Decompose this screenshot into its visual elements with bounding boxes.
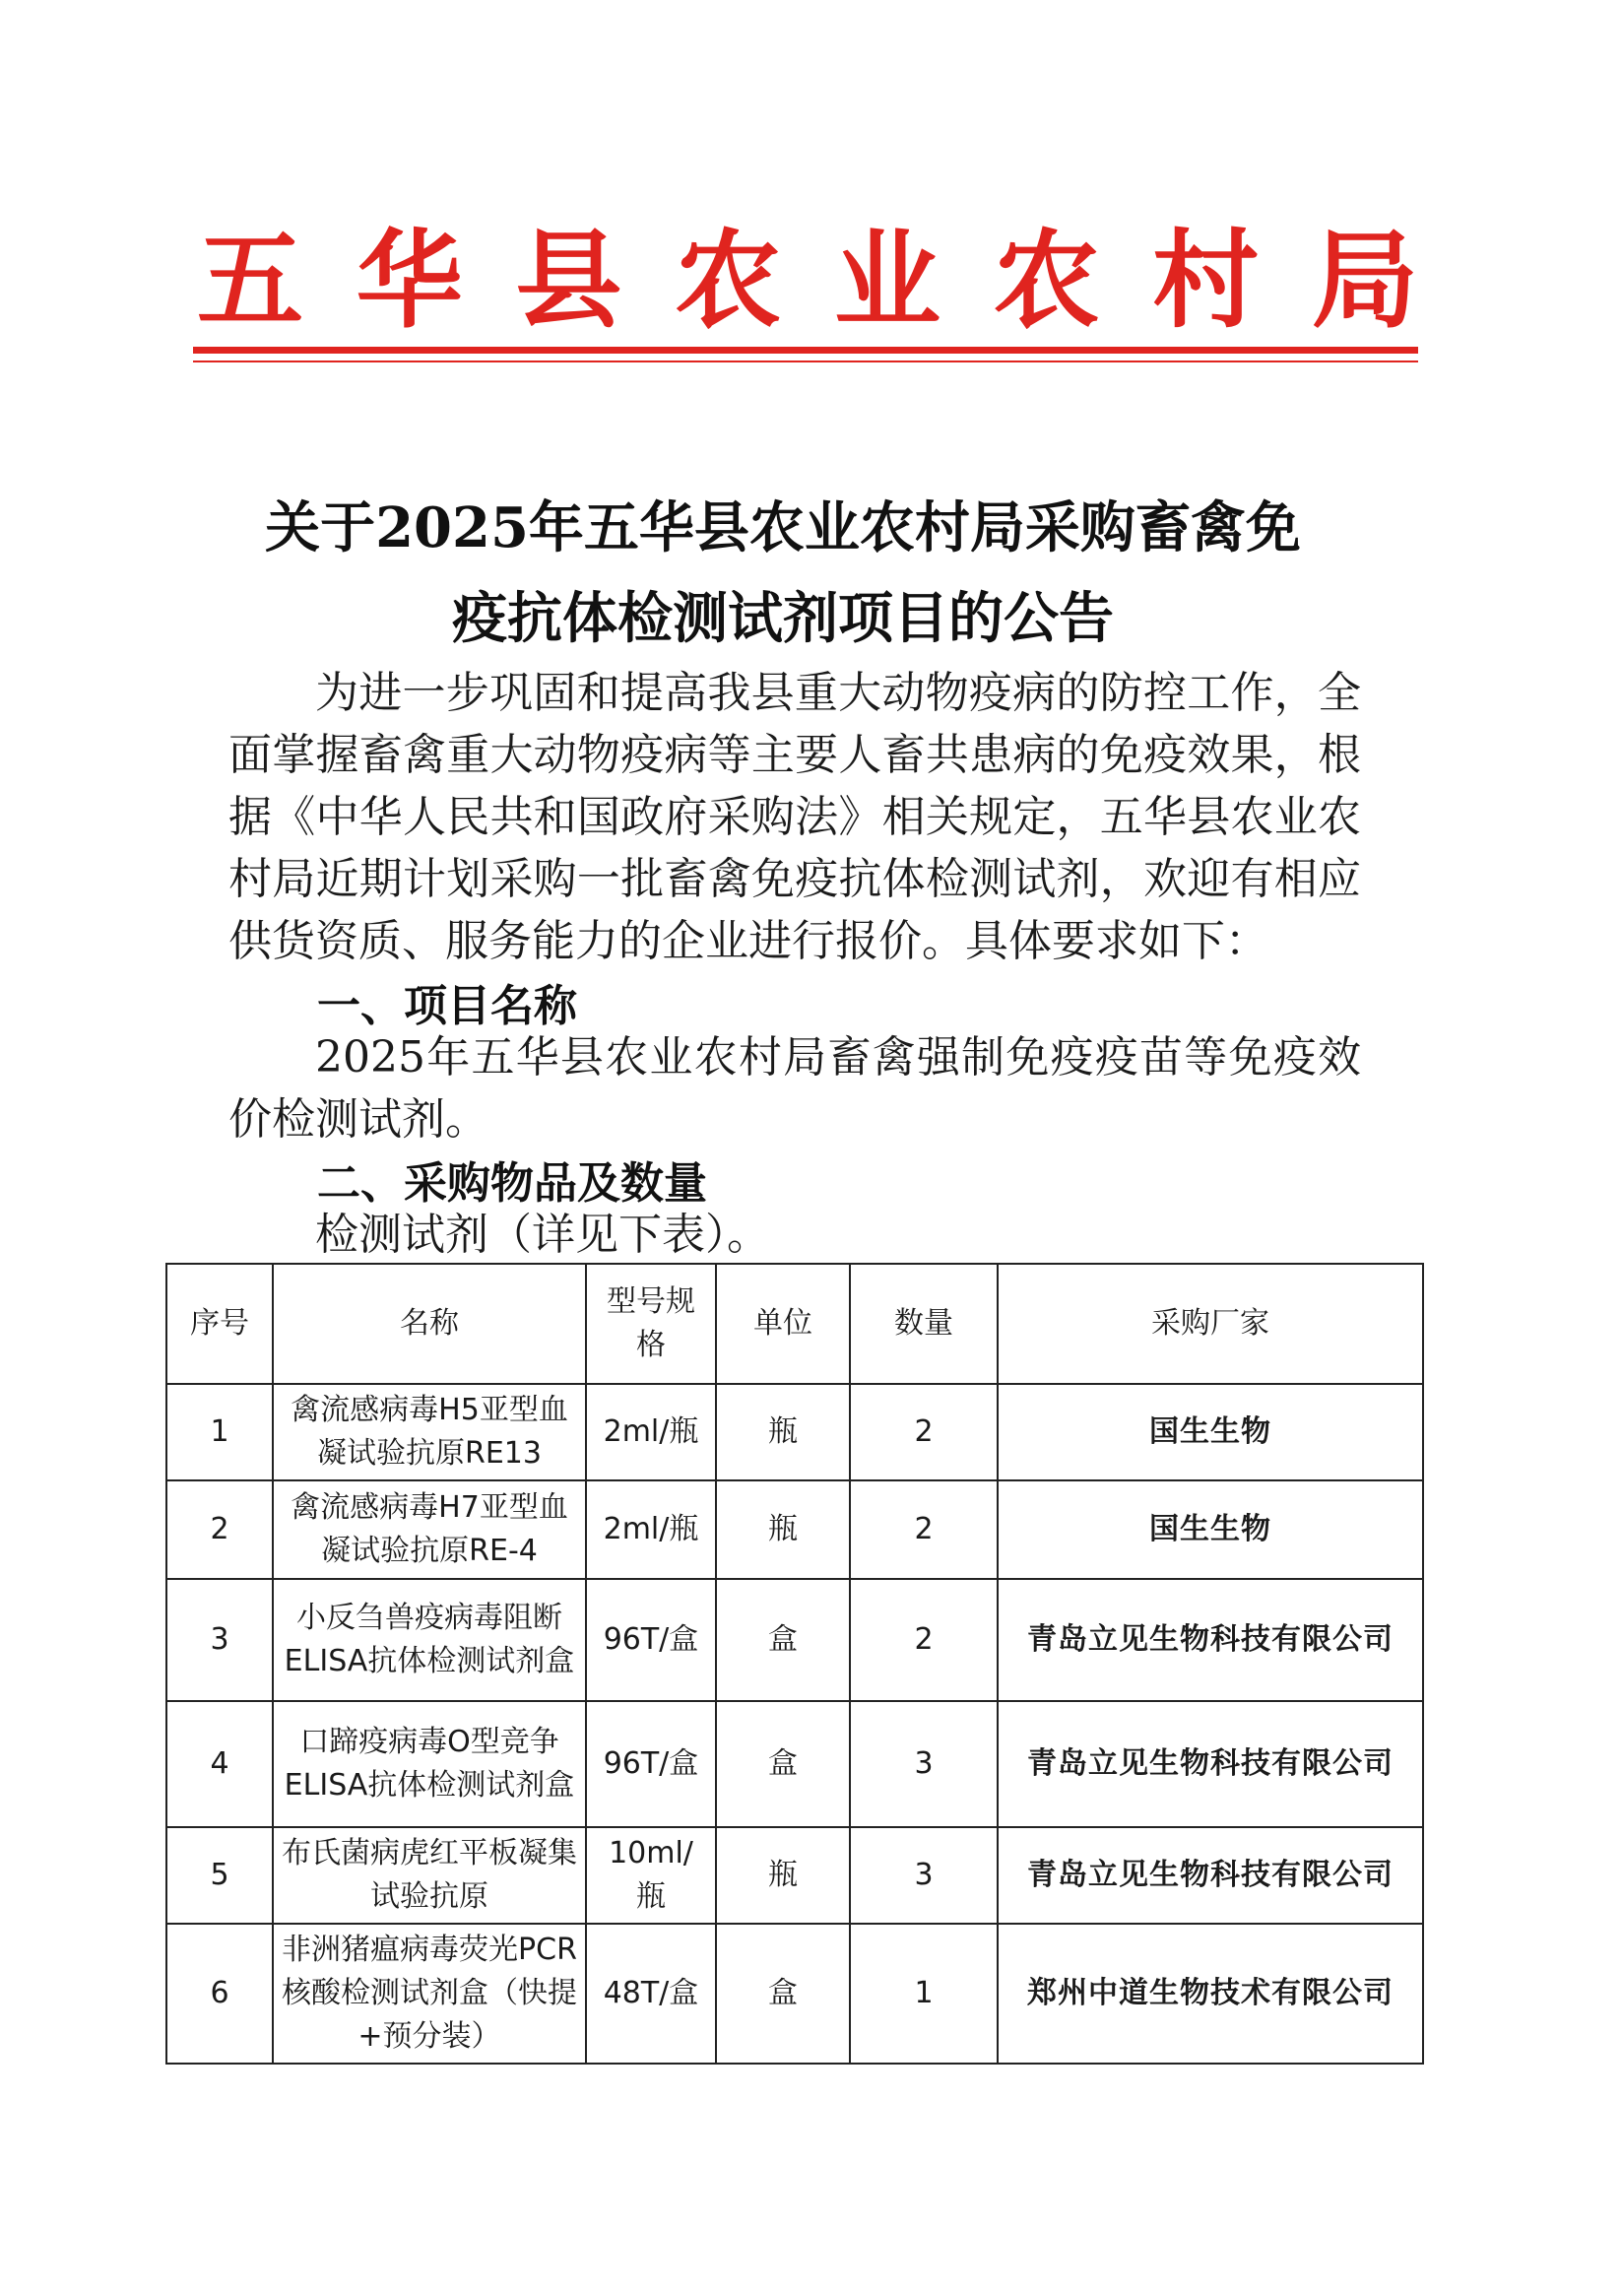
col-header-name: 名称 [273, 1264, 586, 1384]
cell-unit: 盒 [716, 1579, 850, 1701]
cell-spec: 48T/盒 [586, 1924, 716, 2064]
cell-unit: 盒 [716, 1701, 850, 1827]
col-header-spec: 型号规格 [586, 1264, 716, 1384]
cell-no: 4 [166, 1701, 273, 1827]
cell-vendor: 青岛立见生物科技有限公司 [998, 1827, 1423, 1924]
section2-text: 检测试剂（详见下表）。 [315, 1210, 770, 1260]
section1-text: 2025年五华县农业农村局畜禽强制免疫疫苗等免疫效价检测试剂。 [228, 1032, 1361, 1145]
org-char: 华 [356, 218, 463, 343]
cell-vendor: 国生生物 [998, 1384, 1423, 1480]
cell-unit: 盒 [716, 1924, 850, 2064]
col-header-no: 序号 [166, 1264, 273, 1384]
cell-name: 小反刍兽疫病毒阻断ELISA抗体检测试剂盒 [273, 1579, 586, 1701]
cell-unit: 瓶 [716, 1827, 850, 1924]
cell-vendor: 青岛立见生物科技有限公司 [998, 1579, 1423, 1701]
cell-no: 2 [166, 1480, 273, 1579]
cell-no: 1 [166, 1384, 273, 1480]
col-header-vendor: 采购厂家 [998, 1264, 1423, 1384]
cell-qty: 2 [850, 1579, 998, 1701]
cell-qty: 3 [850, 1827, 998, 1924]
section2-heading: 二、采购物品及数量 [317, 1158, 707, 1209]
cell-name: 禽流感病毒H5亚型血凝试验抗原RE13 [273, 1384, 586, 1480]
cell-spec: 2ml/瓶 [586, 1480, 716, 1579]
cell-spec: 10ml/瓶 [586, 1827, 716, 1924]
procurement-table [165, 1263, 1424, 2065]
table-row [166, 1579, 1423, 1701]
cell-spec: 96T/盒 [586, 1579, 716, 1701]
org-char: 五 [197, 218, 304, 343]
cell-no: 6 [166, 1924, 273, 2064]
table-header-row [166, 1264, 1423, 1384]
org-header [197, 202, 1418, 343]
org-char: 业 [833, 218, 940, 343]
org-char: 农 [993, 218, 1100, 343]
table-row [166, 1384, 1423, 1480]
cell-spec: 2ml/瓶 [586, 1384, 716, 1480]
notice-title-line2: 疫抗体检测试剂项目的公告 [452, 586, 1114, 651]
col-header-qty: 数量 [850, 1264, 998, 1384]
notice-title-line1: 关于2025年五华县农业农村局采购畜禽免 [265, 495, 1301, 560]
header-divider-thin [193, 361, 1418, 362]
header-divider-thick [193, 347, 1418, 354]
cell-qty: 2 [850, 1384, 998, 1480]
cell-vendor: 国生生物 [998, 1480, 1423, 1579]
cell-unit: 瓶 [716, 1384, 850, 1480]
cell-name: 禽流感病毒H7亚型血凝试验抗原RE-4 [273, 1480, 586, 1579]
section1-heading: 一、项目名称 [317, 981, 577, 1031]
intro-paragraph: 为进一步巩固和提高我县重大动物疫病的防控工作，全面掌握畜禽重大动物疫病等主要人畜共患病的免疫效果，根据《中华人民共和国政府采购法》相关规定，五华县农业农村局近期计划采购一批畜禽免疫抗体检测试剂，欢迎有相应供货资质、服务能力的企业进行报价。具体要求如下： [228, 668, 1361, 966]
org-char: 农 [675, 218, 782, 343]
table-row [166, 1701, 1423, 1827]
cell-name: 非洲猪瘟病毒荧光PCR核酸检测试剂盒（快提+预分装） [273, 1924, 586, 2064]
cell-spec: 96T/盒 [586, 1701, 716, 1827]
cell-vendor: 郑州中道生物技术有限公司 [998, 1924, 1423, 2064]
cell-name: 口蹄疫病毒O型竞争ELISA抗体检测试剂盒 [273, 1701, 586, 1827]
cell-qty: 1 [850, 1924, 998, 2064]
cell-qty: 2 [850, 1480, 998, 1579]
cell-name: 布氏菌病虎红平板凝集试验抗原 [273, 1827, 586, 1924]
cell-unit: 瓶 [716, 1480, 850, 1579]
table-row [166, 1827, 1423, 1924]
col-header-unit: 单位 [716, 1264, 850, 1384]
org-char: 局 [1311, 218, 1418, 343]
org-char: 县 [515, 218, 622, 343]
table-row [166, 1480, 1423, 1579]
cell-no: 5 [166, 1827, 273, 1924]
table-row [166, 1924, 1423, 2064]
cell-vendor: 青岛立见生物科技有限公司 [998, 1701, 1423, 1827]
cell-no: 3 [166, 1579, 273, 1701]
cell-qty: 3 [850, 1701, 998, 1827]
org-char: 村 [1152, 218, 1260, 343]
